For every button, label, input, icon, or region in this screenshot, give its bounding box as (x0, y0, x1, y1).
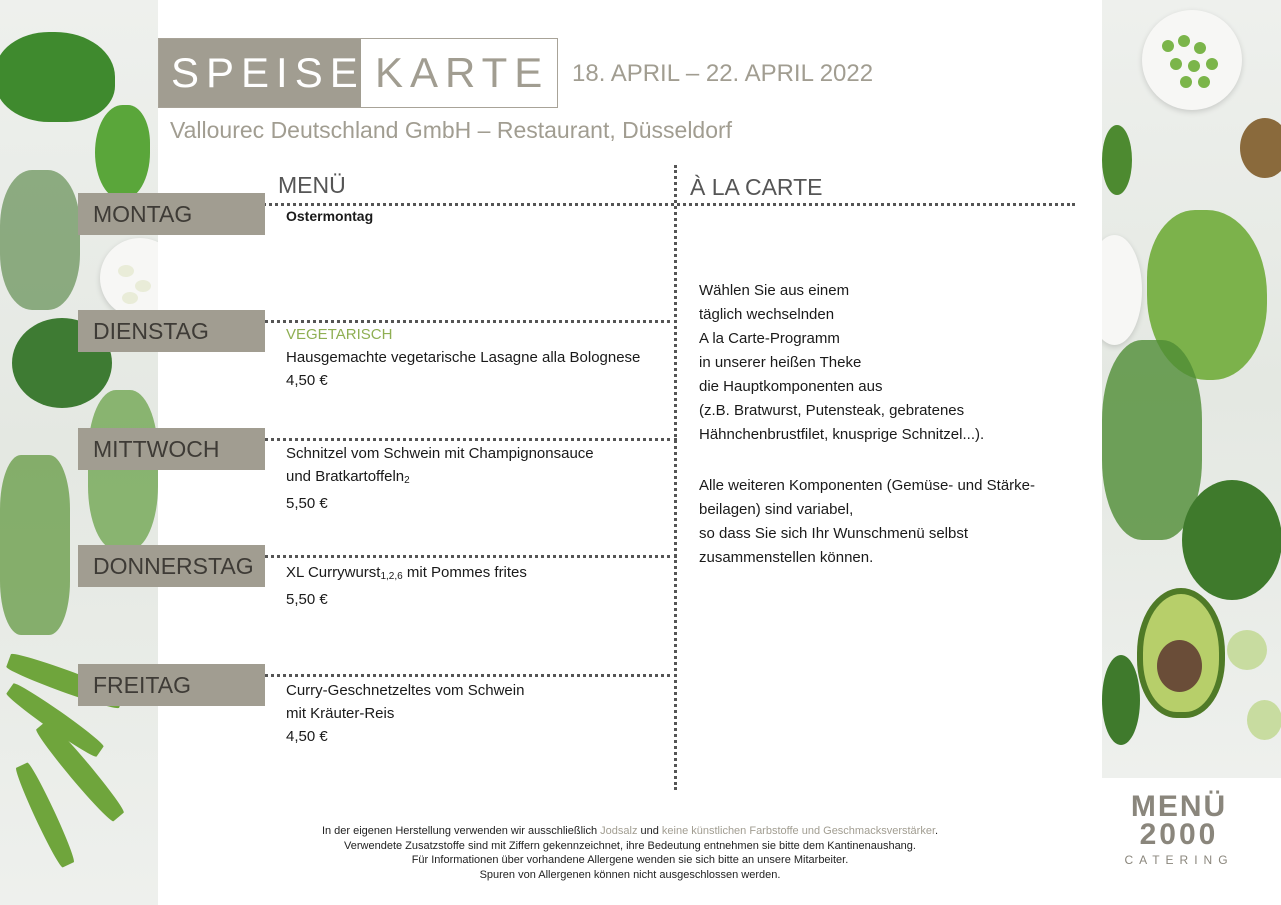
carte-line: A la Carte-Programm (699, 330, 840, 347)
restaurant-subtitle: Vallourec Deutschland GmbH – Restaurant, Düsseldorf (170, 117, 733, 143)
day-tab-freitag: FREITAG (78, 664, 265, 706)
kiwi-icon (1240, 118, 1281, 178)
parsley-icon (1102, 340, 1202, 540)
dish-name: Curry-Geschnetzeltes vom Schwein (286, 682, 525, 699)
day-tab-mittwoch: MITTWOCH (78, 428, 265, 470)
bell-pepper-icon (0, 32, 115, 122)
page-title (158, 38, 558, 108)
allergen-footer (250, 824, 1010, 882)
dish-name: XL Currywurst$_{1,2,6}$ mit Pommes frites (286, 564, 527, 582)
additive-marker: 2 (404, 475, 410, 486)
menu-mittwoch (286, 442, 594, 515)
dish-price: 5,50 € (286, 591, 328, 608)
column-divider (674, 165, 677, 790)
vegetarian-tag: VEGETARISCH (286, 326, 393, 343)
carte-line: so dass Sie sich Ihr Wunschmenü selbst (699, 525, 969, 542)
menu-montag (286, 205, 373, 228)
carte-line: Alle weiteren Komponenten (Gemüse- und Stärke- (699, 477, 1036, 494)
menu-donnerstag (286, 561, 527, 611)
title-karte: KARTE (375, 49, 550, 96)
column-head-a-la-carte: À LA CARTE (690, 174, 823, 200)
column-head-menu: MENÜ (278, 172, 346, 198)
broccolini-icon (1182, 480, 1281, 600)
row-divider-mittwoch (240, 438, 677, 441)
footer-line-4: Spuren von Allergenen können nicht ausgeschlossen werden. (479, 868, 781, 881)
dill-icon (0, 170, 80, 310)
day-tab-donnerstag: DONNERSTAG (78, 545, 265, 587)
vegetable-photo-right (1102, 0, 1281, 778)
carte-line: (z.B. Bratwurst, Putensteak, gebratenes (699, 402, 965, 419)
pepper-half-icon (95, 105, 150, 200)
bean-bowl-icon (100, 238, 158, 318)
brussels-sprout-icon (1227, 630, 1267, 670)
bean-bowl-right-icon (1102, 235, 1142, 345)
carte-line: die Hauptkomponenten aus (699, 378, 883, 395)
dish-name-cont: und Bratkartoffeln$_2$ (286, 468, 410, 486)
green-beans-icon (0, 455, 70, 635)
a-la-carte-description (699, 279, 984, 447)
dish-price: 5,50 € (286, 495, 328, 512)
avocado-slice-icon (1102, 125, 1132, 195)
carte-line: Wählen Sie aus einem (699, 282, 850, 299)
celery-icon (88, 390, 158, 550)
additive-marker: 1,2,6 (380, 571, 403, 582)
menu-freitag (286, 679, 524, 748)
carte-line: Hähnchenbrustfilet, knusprige Schnitzel...). (699, 426, 985, 443)
footer-line-1: In der eigenen Herstellung verwenden wir ausschließlich Jodsalz und keine künstlichen Farbstoffe und Geschmacksverstärker. (321, 825, 939, 837)
carte-line: zusammenstellen können. (699, 549, 874, 566)
dish-price: 4,50 € (286, 728, 328, 745)
menu-dienstag (286, 323, 640, 392)
title-speise: SPEISE (159, 39, 361, 107)
carte-line: beilagen) sind variabel, (699, 501, 854, 518)
dish-price: 4,50 € (286, 372, 328, 389)
dish-name-cont: mit Kräuter-Reis (286, 705, 395, 722)
dish-name: Schnitzel vom Schwein mit Champignonsauce (286, 445, 594, 462)
row-divider-donnerstag (240, 555, 677, 558)
dish-name: Hausgemachte vegetarische Lasagne alla Bolognese (286, 349, 641, 366)
date-range: 18. APRIL – 22. APRIL 2022 (572, 60, 874, 87)
menu2000-logo: MENÜ 2000 CATERING (1124, 790, 1234, 867)
day-tab-dienstag: DIENSTAG (78, 310, 265, 352)
row-divider-freitag (240, 674, 677, 677)
footer-line-3: Für Informationen über vorhandene Allergene wenden sie sich bitte an unsere Mitarbeiter. (411, 854, 849, 866)
a-la-carte-note (699, 474, 1035, 570)
day-tab-montag: MONTAG (78, 193, 265, 235)
footer-line-2: Verwendete Zusatzstoffe sind mit Ziffern gekennzeichnet, ihre Bedeutung entnehmen sie bitte dem Kantinenaushang. (344, 839, 916, 852)
menu-montag-note: Ostermontag (286, 208, 374, 224)
carte-line: täglich wechselnden (699, 306, 835, 323)
carte-line: in unserer heißen Theke (699, 354, 862, 371)
